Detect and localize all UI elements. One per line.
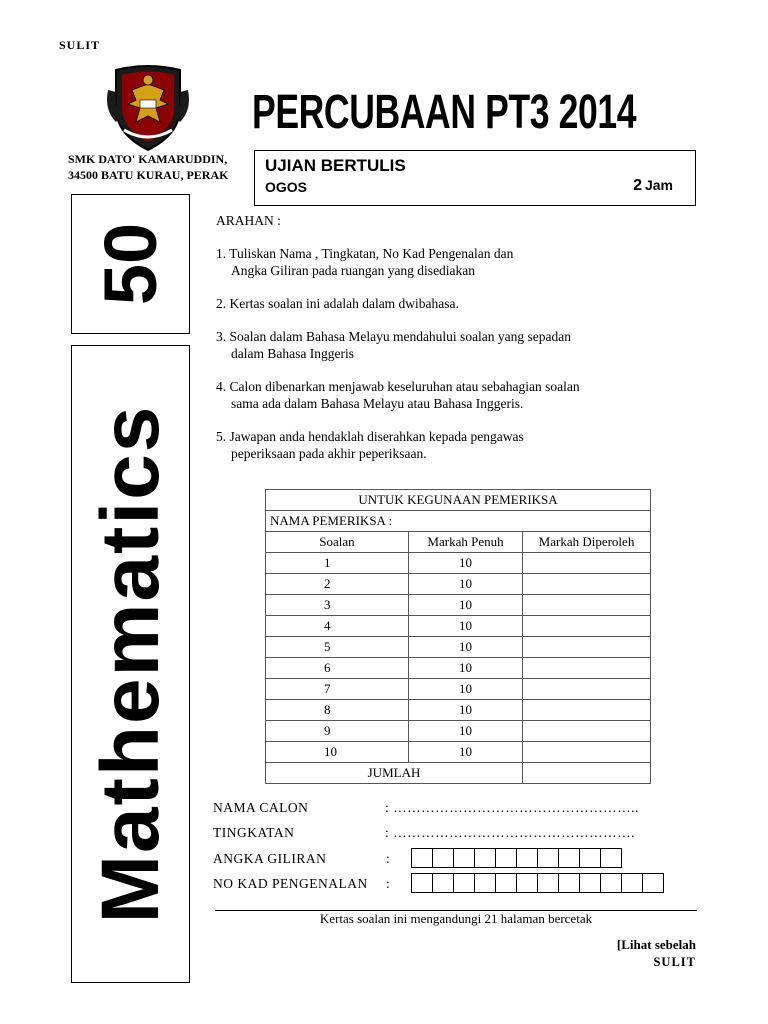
instruction-line: 4. Calon dibenarkan menjawab keseluruhan atau sebahagian soalan — [216, 379, 580, 394]
instruction-line: Angka Giliran pada ruangan yang disediakan — [231, 263, 476, 278]
subject-name: Mathematics — [84, 404, 176, 924]
ic-digit-box[interactable] — [642, 873, 664, 893]
index-number-boxes — [411, 848, 621, 868]
page-count-note: Kertas soalan ini mengandungi 21 halaman bercetak — [319, 911, 593, 926]
ic-digit-box[interactable] — [537, 873, 559, 893]
duration-number: 2 — [633, 177, 642, 194]
total-label: JUMLAH — [266, 763, 523, 784]
examiner-name-field[interactable]: NAMA PEMERIKSA : — [266, 511, 651, 532]
index-digit-box[interactable] — [558, 848, 580, 868]
school-address — [68, 151, 228, 183]
candidate-name-row — [213, 800, 683, 818]
marks-obtained-cell[interactable] — [523, 721, 651, 742]
question-number: 2 — [266, 574, 409, 595]
instruction-item — [216, 295, 656, 312]
question-number: 4 — [266, 616, 409, 637]
question-number: 10 — [266, 742, 409, 763]
full-marks: 10 — [409, 616, 523, 637]
marks-obtained-cell[interactable] — [523, 637, 651, 658]
exam-duration — [633, 177, 673, 195]
instruction-line: 5. Jawapan anda hendaklah diserahkan kepada pengawas — [216, 429, 524, 444]
question-number: 3 — [266, 595, 409, 616]
school-postcode: 34500 BATU KURAU, PERAK — [68, 168, 229, 182]
subject-name-box — [71, 345, 190, 983]
index-digit-box[interactable] — [579, 848, 601, 868]
index-digit-box[interactable] — [411, 848, 433, 868]
full-marks: 10 — [409, 679, 523, 700]
table-row — [266, 742, 651, 763]
ic-digit-box[interactable] — [600, 873, 622, 893]
school-crest-logo — [102, 60, 194, 152]
marks-obtained-cell[interactable] — [523, 616, 651, 637]
index-digit-box[interactable] — [474, 848, 496, 868]
instruction-line: sama ada dalam Bahasa Melayu atau Bahasa Inggeris. — [231, 396, 524, 411]
full-marks: 10 — [409, 574, 523, 595]
col-header-question: Soalan — [266, 532, 409, 553]
instruction-line: 2. Kertas soalan ini adalah dalam dwibahasa. — [216, 296, 459, 311]
marks-obtained-cell[interactable] — [523, 658, 651, 679]
full-marks: 10 — [409, 742, 523, 763]
instructions — [216, 212, 656, 478]
table-row — [266, 553, 651, 574]
form-label: TINGKATAN — [213, 825, 295, 840]
marks-obtained-cell[interactable] — [523, 679, 651, 700]
instruction-item — [216, 428, 656, 462]
question-number: 6 — [266, 658, 409, 679]
ic-number-boxes — [411, 873, 663, 893]
subject-code: 50 — [88, 222, 172, 306]
ic-digit-box[interactable] — [411, 873, 433, 893]
instruction-item — [216, 328, 656, 362]
table-row — [266, 595, 651, 616]
full-marks: 10 — [409, 637, 523, 658]
full-marks: 10 — [409, 700, 523, 721]
sulit-label-bottom: SULIT — [653, 955, 696, 969]
table-total-row — [266, 763, 651, 784]
marks-obtained-cell[interactable] — [523, 700, 651, 721]
marks-obtained-cell[interactable] — [523, 595, 651, 616]
ic-number-label: NO KAD PENGENALAN — [213, 876, 368, 891]
ic-digit-box[interactable] — [516, 873, 538, 893]
marks-obtained-cell[interactable] — [523, 553, 651, 574]
ic-digit-box[interactable] — [453, 873, 475, 893]
table-row — [266, 616, 651, 637]
candidate-name-field[interactable]: : …………………………………………….. — [385, 800, 639, 815]
table-row — [266, 574, 651, 595]
marks-obtained-cell[interactable] — [523, 574, 651, 595]
table-row — [266, 658, 651, 679]
index-digit-box[interactable] — [495, 848, 517, 868]
sulit-label-top: SULIT — [59, 38, 101, 52]
examiner-mark-table — [265, 489, 651, 784]
ic-digit-box[interactable] — [621, 873, 643, 893]
question-number: 1 — [266, 553, 409, 574]
school-name: SMK DATO' KAMARUDDIN, — [68, 152, 228, 166]
index-number-row — [213, 851, 683, 873]
ic-colon: : — [386, 876, 390, 891]
question-number: 7 — [266, 679, 409, 700]
see-next-page-note: [Lihat sebelah — [616, 937, 696, 952]
index-number-label: ANGKA GILIRAN — [213, 851, 327, 866]
instruction-item — [216, 378, 656, 412]
question-number: 5 — [266, 637, 409, 658]
instruction-line: 3. Soalan dalam Bahasa Melayu mendahului soalan yang sepadan — [216, 329, 572, 344]
ic-digit-box[interactable] — [558, 873, 580, 893]
col-header-full-marks: Markah Penuh — [409, 532, 523, 553]
exam-info-box — [254, 150, 696, 206]
paper-type: UJIAN BERTULIS — [265, 156, 406, 175]
instruction-line: dalam Bahasa Inggeris — [231, 346, 354, 361]
exam-month: OGOS — [265, 179, 308, 195]
instructions-heading: ARAHAN : — [216, 213, 281, 228]
form-row — [213, 825, 683, 843]
table-title: UNTUK KEGUNAAN PEMERIKSA — [266, 490, 651, 511]
full-marks: 10 — [409, 553, 523, 574]
ic-number-row — [213, 876, 683, 898]
index-digit-box[interactable] — [516, 848, 538, 868]
candidate-name-label: NAMA CALON — [213, 800, 309, 815]
index-digit-box[interactable] — [432, 848, 454, 868]
table-row — [266, 721, 651, 742]
exam-main-title: PERCUBAAN PT3 2014 — [252, 86, 637, 139]
index-digit-box[interactable] — [537, 848, 559, 868]
duration-unit: Jam — [644, 177, 673, 193]
question-number: 8 — [266, 700, 409, 721]
ic-digit-box[interactable] — [579, 873, 601, 893]
index-digit-box[interactable] — [600, 848, 622, 868]
full-marks: 10 — [409, 721, 523, 742]
table-row — [266, 679, 651, 700]
full-marks: 10 — [409, 595, 523, 616]
instruction-line: peperiksaan pada akhir peperiksaan. — [231, 446, 427, 461]
ic-digit-box[interactable] — [432, 873, 454, 893]
index-digit-box[interactable] — [453, 848, 475, 868]
subject-code-box — [71, 194, 190, 334]
index-colon: : — [386, 851, 390, 866]
form-field[interactable]: : ……………………………………………. — [385, 825, 636, 840]
table-row — [266, 637, 651, 658]
total-marks-cell[interactable] — [523, 763, 651, 784]
instruction-item — [216, 245, 656, 279]
col-header-marks-obtained: Markah Diperoleh — [523, 532, 651, 553]
marks-obtained-cell[interactable] — [523, 742, 651, 763]
table-header-row — [266, 532, 651, 553]
instruction-line: 1. Tuliskan Nama , Tingkatan, No Kad Pengenalan dan — [216, 246, 514, 261]
question-number: 9 — [266, 721, 409, 742]
ic-digit-box[interactable] — [495, 873, 517, 893]
ic-digit-box[interactable] — [474, 873, 496, 893]
full-marks: 10 — [409, 658, 523, 679]
table-row — [266, 700, 651, 721]
